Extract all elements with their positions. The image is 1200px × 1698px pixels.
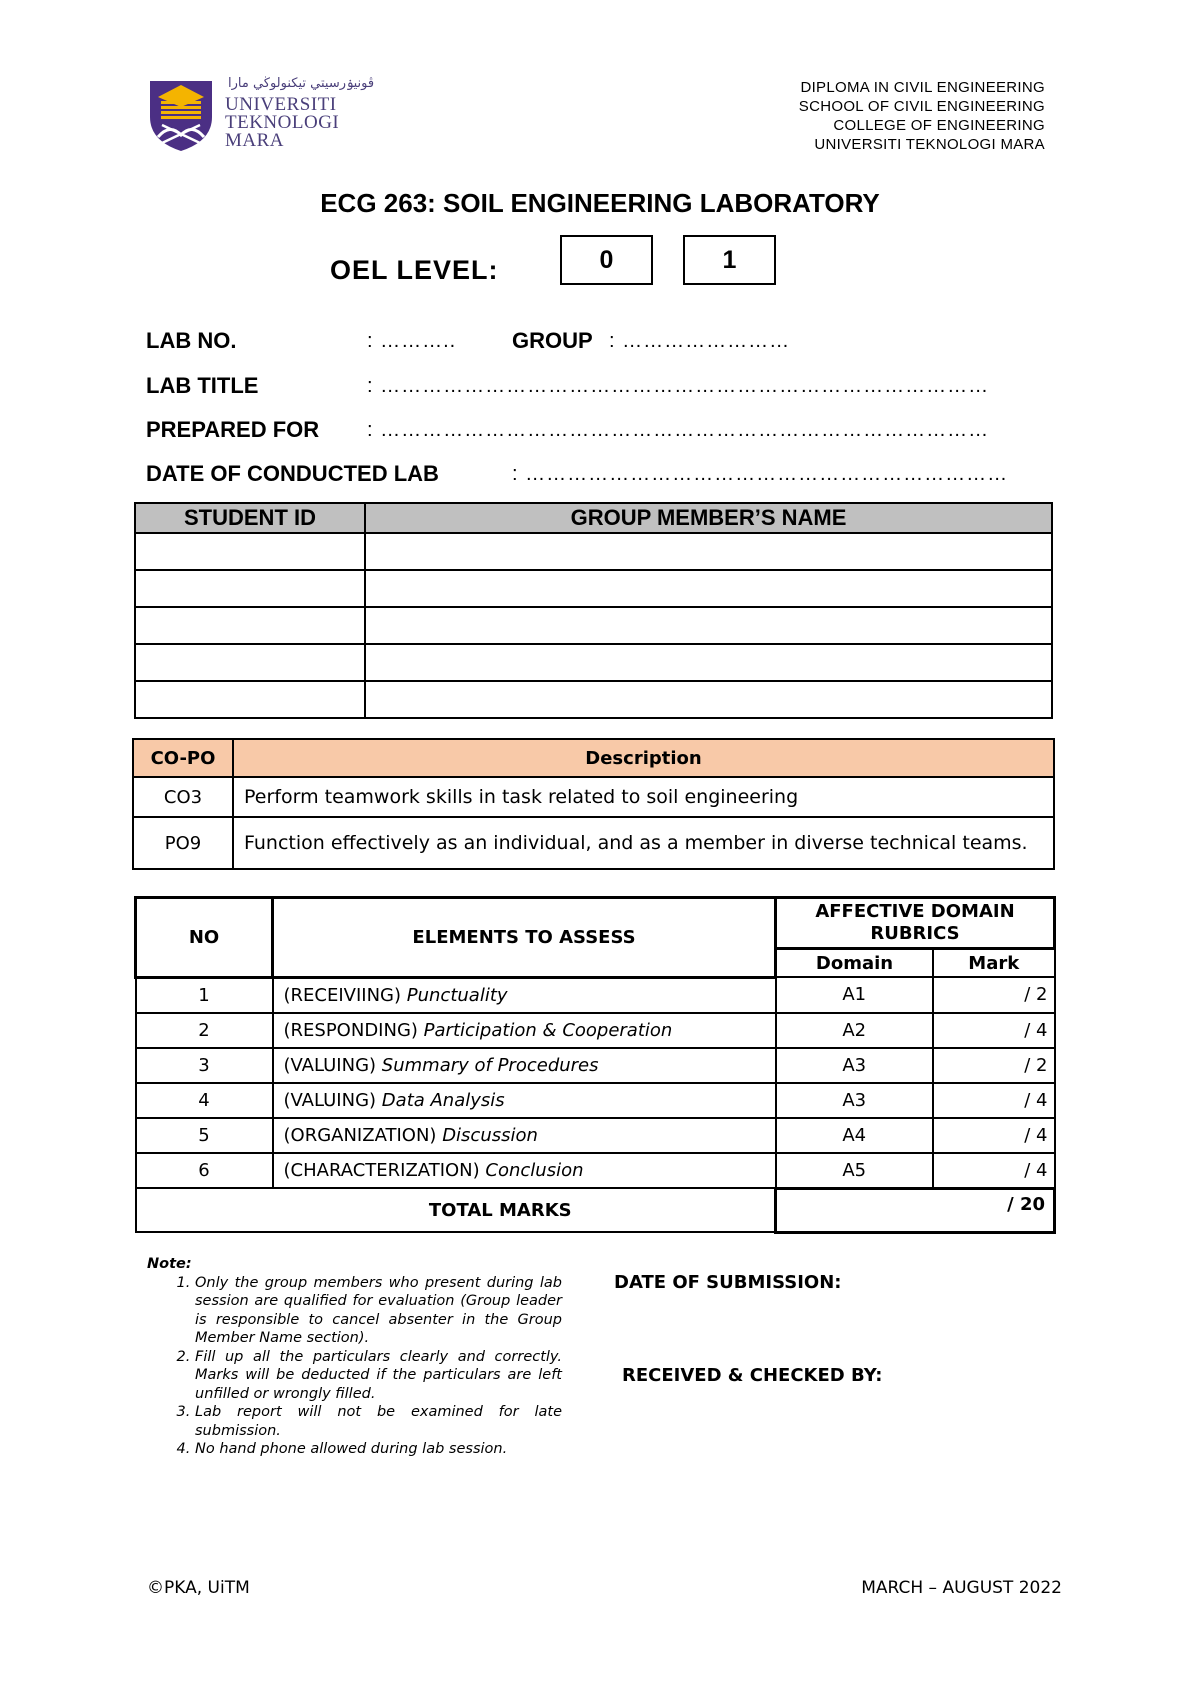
row-number: 1 bbox=[136, 977, 273, 1013]
co-po-code: CO3 bbox=[133, 777, 233, 817]
group-label: GROUP bbox=[512, 328, 593, 353]
logo-jawi-text: ڤونيۏرسيتي تيكنولوڬي مارا bbox=[228, 76, 375, 91]
note-item: 4. No hand phone allowed during lab session. bbox=[195, 1440, 562, 1459]
lab-title-label: LAB TITLE bbox=[146, 373, 259, 398]
table-row bbox=[136, 1083, 1055, 1118]
table-row bbox=[136, 977, 1055, 1013]
mark-cell[interactable]: / 4 bbox=[933, 1153, 1055, 1189]
element-name: Discussion bbox=[442, 1124, 538, 1146]
oel-digit-box-2[interactable]: 1 bbox=[683, 235, 776, 285]
domain-cell: A1 bbox=[776, 977, 934, 1013]
prepared-for-field[interactable]: : …………………………………………………………………………… bbox=[367, 419, 990, 441]
student-id-cell[interactable] bbox=[135, 644, 365, 681]
co-po-table bbox=[132, 738, 1055, 870]
table-row bbox=[136, 1013, 1055, 1048]
lab-no-label: LAB NO. bbox=[146, 328, 237, 353]
group-field[interactable]: : …………………… bbox=[609, 330, 791, 352]
element-name: Conclusion bbox=[485, 1159, 584, 1181]
note-item: 3. Lab report will not be examined for late submission. bbox=[195, 1403, 562, 1440]
note-list bbox=[147, 1274, 562, 1459]
description-header: Description bbox=[233, 739, 1054, 777]
table-row bbox=[135, 644, 1052, 681]
date-conducted-label: DATE OF CONDUCTED LAB bbox=[146, 461, 439, 486]
total-row bbox=[136, 1188, 1055, 1232]
element-cell bbox=[273, 1013, 776, 1048]
element-cell bbox=[273, 977, 776, 1013]
student-id-cell[interactable] bbox=[135, 570, 365, 607]
member-name-cell[interactable] bbox=[365, 607, 1052, 644]
inst-line-1: DIPLOMA IN CIVIL ENGINEERING bbox=[800, 79, 1045, 96]
table-row bbox=[136, 1048, 1055, 1083]
note-section bbox=[147, 1255, 562, 1459]
row-number: 2 bbox=[136, 1013, 273, 1048]
total-marks-value[interactable]: / 20 bbox=[776, 1188, 1055, 1232]
element-name: Punctuality bbox=[406, 984, 508, 1006]
member-name-cell[interactable] bbox=[365, 681, 1052, 718]
uitm-crest-icon bbox=[146, 77, 216, 153]
elements-header: ELEMENTS TO ASSESS bbox=[273, 898, 776, 978]
logo-wordmark bbox=[225, 96, 355, 150]
page-title: ECG 263: SOIL ENGINEERING LABORATORY bbox=[320, 188, 880, 218]
oel-label: OEL LEVEL: bbox=[330, 255, 499, 285]
logo-line-3: MARA bbox=[225, 130, 285, 151]
note-item: 1. Only the group members who present during lab session are qualified for evaluation (Group leader is responsible to cancel absenter in the Group Member Name section). bbox=[195, 1274, 562, 1348]
student-id-cell[interactable] bbox=[135, 533, 365, 570]
note-title: Note: bbox=[147, 1256, 192, 1272]
element-cell bbox=[273, 1083, 776, 1118]
member-name-cell[interactable] bbox=[365, 644, 1052, 681]
element-cell bbox=[273, 1153, 776, 1189]
student-id-cell[interactable] bbox=[135, 681, 365, 718]
no-header: NO bbox=[136, 898, 273, 978]
element-name: Participation & Cooperation bbox=[423, 1019, 673, 1041]
element-name: Data Analysis bbox=[381, 1089, 505, 1111]
domain-cell: A5 bbox=[776, 1153, 934, 1189]
footer-copyright: ©PKA, UiTM bbox=[147, 1578, 250, 1598]
row-number: 6 bbox=[136, 1153, 273, 1189]
total-marks-label: TOTAL MARKS bbox=[136, 1188, 776, 1232]
element-cell bbox=[273, 1048, 776, 1083]
table-row bbox=[136, 1153, 1055, 1189]
logo-line-2: TEKNOLOGI bbox=[225, 112, 340, 133]
element-prefix: (RECEIVIING) bbox=[283, 984, 402, 1006]
domain-cell: A3 bbox=[776, 1083, 934, 1118]
lab-no-field[interactable]: : ……….. bbox=[367, 330, 457, 352]
table-row bbox=[135, 533, 1052, 570]
inst-line-4: UNIVERSITI TEKNOLOGI MARA bbox=[814, 136, 1045, 153]
element-cell bbox=[273, 1118, 776, 1153]
student-id-header: STUDENT ID bbox=[135, 503, 365, 533]
inst-line-2: SCHOOL OF CIVIL ENGINEERING bbox=[798, 98, 1045, 115]
mark-cell[interactable]: / 2 bbox=[933, 977, 1055, 1013]
element-prefix: (VALUING) bbox=[283, 1054, 377, 1076]
table-row bbox=[136, 1118, 1055, 1153]
mark-header: Mark bbox=[933, 949, 1055, 978]
university-logo bbox=[146, 77, 216, 153]
domain-header: Domain bbox=[776, 949, 934, 978]
mark-cell[interactable]: / 4 bbox=[933, 1118, 1055, 1153]
inst-line-3: COLLEGE OF ENGINEERING bbox=[833, 117, 1045, 134]
student-id-cell[interactable] bbox=[135, 607, 365, 644]
domain-cell: A4 bbox=[776, 1118, 934, 1153]
co-po-code: PO9 bbox=[133, 817, 233, 869]
date-conducted-field[interactable]: : …………………………………………………………… bbox=[512, 463, 1009, 485]
table-row bbox=[135, 570, 1052, 607]
table-row bbox=[133, 777, 1054, 817]
group-members-table bbox=[134, 502, 1053, 719]
element-prefix: (VALUING) bbox=[283, 1089, 377, 1111]
domain-cell: A3 bbox=[776, 1048, 934, 1083]
table-row bbox=[135, 681, 1052, 718]
received-checked-label: RECEIVED & CHECKED BY: bbox=[622, 1365, 883, 1386]
logo-line-1: UNIVERSITI bbox=[225, 94, 337, 115]
co-po-header: CO-PO bbox=[133, 739, 233, 777]
institution-header bbox=[799, 78, 1045, 154]
element-prefix: (ORGANIZATION) bbox=[283, 1124, 437, 1146]
assessment-table bbox=[134, 896, 1056, 1234]
domain-cell: A2 bbox=[776, 1013, 934, 1048]
element-prefix: (CHARACTERIZATION) bbox=[283, 1159, 480, 1181]
mark-cell[interactable]: / 4 bbox=[933, 1083, 1055, 1118]
element-name: Summary of Procedures bbox=[381, 1054, 599, 1076]
row-number: 3 bbox=[136, 1048, 273, 1083]
element-prefix: (RESPONDING) bbox=[283, 1019, 418, 1041]
row-number: 4 bbox=[136, 1083, 273, 1118]
oel-digit-box-1[interactable]: 0 bbox=[560, 235, 653, 285]
mark-cell[interactable]: / 4 bbox=[933, 1013, 1055, 1048]
table-row bbox=[135, 607, 1052, 644]
rubrics-header bbox=[776, 898, 1055, 949]
co-po-description: Perform teamwork skills in task related to soil engineering bbox=[233, 777, 1054, 817]
prepared-for-label: PREPARED FOR bbox=[146, 417, 320, 442]
co-po-description: Function effectively as an individual, and as a member in diverse technical teams. bbox=[233, 817, 1054, 869]
member-name-cell[interactable] bbox=[365, 533, 1052, 570]
table-row bbox=[133, 817, 1054, 869]
mark-cell[interactable]: / 2 bbox=[933, 1048, 1055, 1083]
row-number: 5 bbox=[136, 1118, 273, 1153]
footer-session: MARCH – AUGUST 2022 bbox=[861, 1578, 1062, 1598]
note-item: 2. Fill up all the particulars clearly and correctly. Marks will be deducted if the particulars are left unfilled or wrongly filled. bbox=[195, 1348, 562, 1404]
rubrics-header-text: AFFECTIVE DOMAIN RUBRICS bbox=[815, 901, 1015, 944]
lab-title-field[interactable]: : …………………………………………………………………………… bbox=[367, 375, 990, 397]
member-name-header: GROUP MEMBER’S NAME bbox=[365, 503, 1052, 533]
member-name-cell[interactable] bbox=[365, 570, 1052, 607]
date-of-submission-label: DATE OF SUBMISSION: bbox=[614, 1272, 842, 1293]
